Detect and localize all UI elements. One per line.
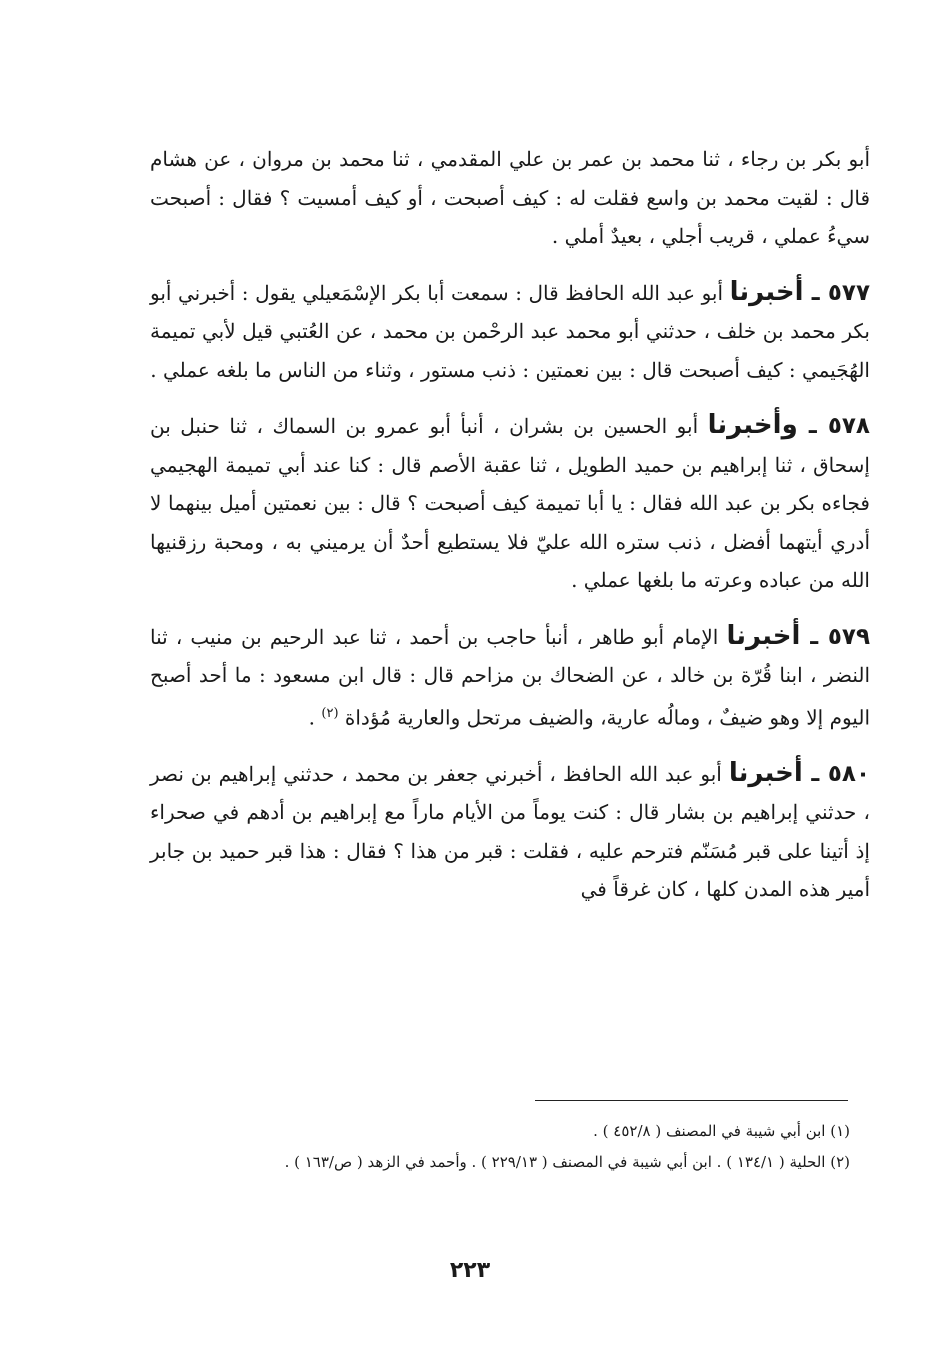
hadith-keyword: وأخبرنا xyxy=(707,410,798,440)
hadith-number: ٥٧٩ ـ xyxy=(800,623,870,650)
hadith-tail: . xyxy=(308,705,322,730)
footnotes xyxy=(150,1117,850,1179)
hadith-580 xyxy=(150,754,870,909)
hadith-number: ٥٨٠ ـ xyxy=(802,760,870,787)
footnote-2: (٢) الحلية ( ١٣٤/١ ) . ابن أبي شيبة في المصنف ( ٢٢٩/١٣ ) . وأحمد في الزهد ( ص/١٦٣ ) . xyxy=(284,1153,850,1171)
hadith-text: الإمام أبو طاهر ، أنبأ حاجب بن أحمد ، ثنا عبد الرحيم بن منيب ، ثنا النضر ، ابنا قُرّة بن خالد ، عن الضحاك بن مزاحم قال : قال ابن مسعود : ما أحد أصبح اليوم إلا وهو ضيفٌ ، ومالُه عارية، والضيف مرتحل والعارية مُؤداة xyxy=(150,624,871,730)
hadith-keyword: أخبرنا xyxy=(729,276,804,307)
footnote-1: (١) ابن أبي شيبة في المصنف ( ٤٥٢/٨ ) . xyxy=(593,1122,850,1140)
footnote-ref: (٢) xyxy=(321,705,339,721)
hadith-577 xyxy=(150,273,870,390)
paragraph-continuation xyxy=(150,140,870,256)
hadith-number: ٥٧٧ ـ xyxy=(803,279,870,306)
hadith-text: أبو عبد الله الحافظ قال : سمعت أبا بكر الإسْمَعيلي يقول : أخبرني أبو بكر محمد بن خلف ، حدثني أبو محمد عبد الرحْمن بن محمد ، عن العُتبي قيل لأبي تميمة الهُجَيمي : كيف أصبحت قال : بين نعمتين : ذنب مستور ، وثناء من الناس ما بلغه عملي . xyxy=(150,280,871,382)
main-text xyxy=(150,140,870,926)
hadith-number: ٥٧٨ ـ xyxy=(797,413,870,439)
hadith-578 xyxy=(150,406,870,600)
hadith-text: أبو الحسين بن بشران ، أنبأ أبو عمرو بن السماك ، ثنا حنبل بن إسحاق ، ثنا إبراهيم بن حميد الطويل ، ثنا عقبة الأصم قال : كنا عند أبي تميمة الهجيمي فجاءه بكر بن عبد الله فقال : يا أبا تميمة كيف أصبحت ؟ قال : بين نعمتين أميل بينهما لا أدري أيتهما أفضل ، ذنب ستره الله عليّ فلا يستطيع أحدٌ أن يرميني به ، ومحبة رزقنيها الله من عباده وعرته ما بلغها عملي . xyxy=(150,414,870,592)
hadith-keyword: أخبرنا xyxy=(728,757,803,788)
hadith-text: أبو عبد الله الحافظ ، أخبرني جعفر بن محمد ، حدثني إبراهيم بن نصر ، حدثني إبراهيم بن بشار قال : كنت يوماً من الأيام ماراً مع إبراهيم بن أدهم في صحراء إذ أتينا على قبر مُسَنّم فترحم عليه ، فقلت : قبر من هذا ؟ فقال : هذا قبر حميد بن جابر أمير هذه المدن كلها ، كان غرقاً في xyxy=(150,761,870,902)
hadith-keyword: أخبرنا xyxy=(726,620,801,651)
page-number: ٢٢٣ xyxy=(449,1258,491,1283)
paragraph-text: أبو بكر بن رجاء ، ثنا محمد بن عمر بن علي المقدمي ، ثنا محمد بن مروان ، عن هشام قال : لقيت محمد بن واسع فقلت له : كيف أصبحت ، أو كيف أمسيت ؟ فقال : أصبحت سيءُ عملي ، قريب أجلي ، بعيدٌ أملي . xyxy=(150,147,870,248)
hadith-579 xyxy=(150,617,870,737)
footnote-separator xyxy=(535,1100,848,1101)
